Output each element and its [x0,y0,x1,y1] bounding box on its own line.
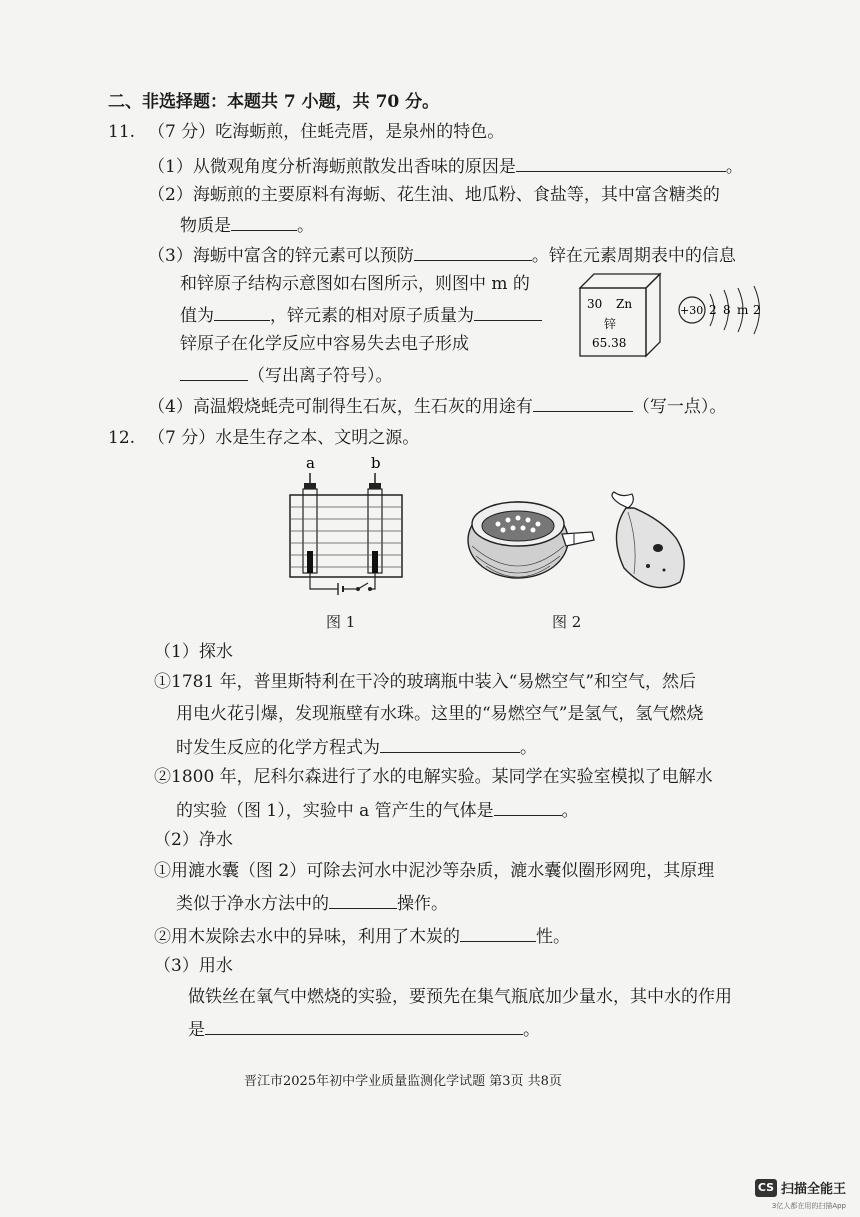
answer-blank[interactable] [205,1016,523,1035]
answer-blank[interactable] [380,734,520,753]
q12-s1-item2-line1: ②1800 年，尼科尔森进行了水的电解实验。某同学在实验室模拟了电解水 [154,767,713,787]
q12-s2-item1-line1: ①用漉水囊（图 2）可除去河水中泥沙等杂质，漉水囊似圈形网兜，其原理 [154,861,715,881]
q12-stem: （7 分）水是生存之本、文明之源。 [148,428,420,448]
figure-2-water-filter-bag [462,490,692,602]
q11-part3-line2: 和锌原子结构示意图如右图所示，则图中 m 的 [180,274,530,294]
tube-b-label: b [371,455,381,472]
q11-part4: （4）高温煅烧蚝壳可制得生石灰，生石灰的用途有 （写一点）。 [148,393,726,419]
nucleus-charge: +30 [680,304,704,317]
answer-blank[interactable] [214,302,270,321]
q12-s3-line1: 做铁丝在氧气中燃烧的实验，要预先在集气瓶底加少量水，其中水的作用 [188,987,732,1007]
element-symbol: Zn [616,297,633,311]
answer-blank[interactable] [494,797,562,816]
element-name: 锌 [604,317,617,331]
q11-part2-line2: 物质是 。 [180,212,314,238]
answer-blank[interactable] [329,890,397,909]
scanner-app-tagline: 3亿人都在用的扫描App [771,1202,846,1210]
q11-part3-line4: 锌原子在化学反应中容易失去电子形成 [180,334,469,354]
answer-blank[interactable] [180,362,248,381]
q11-part3-line1: （3）海蛎中富含的锌元素可以预防 。锌在元素周期表中的信息 [148,242,736,268]
q11-part3-line5: （写出离子符号）。 [180,362,393,388]
element-card [576,270,666,360]
q12-s1-item1-line1: ①1781 年，普里斯特利在干冷的玻璃瓶中装入“易燃空气”和空气，然后 [154,672,697,692]
section-heading: 二、非选择题：本题共 7 小题，共 70 分。 [108,92,440,112]
q12-section1: （1）探水 [154,642,233,662]
q11-number: 11. [108,122,136,142]
q11-part2-line1: （2）海蛎煎的主要原料有海蛎、花生油、地瓜粉、食盐等，其中富含糖类的 [148,185,720,205]
shell-4-count: 2 [753,303,761,317]
atom-structure-diagram [676,286,776,338]
scanner-watermark [755,1178,846,1197]
answer-blank[interactable] [474,302,542,321]
answer-blank[interactable] [533,393,633,412]
answer-blank[interactable] [414,242,532,261]
page-footer: 晋江市2025年初中学业质量监测化学试题 第3页 共8页 [244,1074,562,1089]
shell-3-count: m [737,303,749,317]
q11-stem: （7 分）吃海蛎煎，住蚝壳厝，是泉州的特色。 [148,122,505,142]
q12-s2-item2: ②用木炭除去水中的异味，利用了木炭的 性。 [154,923,570,949]
figure-1-caption: 图 1 [326,613,356,631]
q12-number: 12. [108,428,136,448]
figure-1-electrolysis [282,455,412,607]
element-mass: 65.38 [592,336,627,350]
q11-part1: （1）从微观角度分析海蛎煎散发出香味的原因是 。 [148,153,743,179]
q12-s3-line2: 是 。 [188,1016,540,1042]
q12-section3: （3）用水 [154,956,233,976]
answer-blank[interactable] [516,153,726,172]
answer-blank[interactable] [231,212,297,231]
figure-2-caption: 图 2 [552,613,582,631]
tube-a-label: a [306,455,315,472]
answer-blank[interactable] [460,923,536,942]
q12-s1-item1-line2: 用电火花引爆，发现瓶壁有水珠。这里的“易燃空气”是氢气，氢气燃烧 [176,704,704,724]
element-number: 30 [587,297,603,311]
shell-1-count: 2 [709,303,717,317]
q12-s1-item1-line3: 时发生反应的化学方程式为 。 [176,734,537,760]
cs-logo-icon: CS [755,1179,777,1197]
shell-2-count: 8 [723,303,731,317]
q11-part3-line3: 值为 ，锌元素的相对原子质量为 [180,302,542,328]
scanner-app-name: 扫描全能王 [780,1182,846,1197]
q12-section2: （2）净水 [154,830,233,850]
q12-s1-item2-line2: 的实验（图 1），实验中 a 管产生的气体是 。 [176,797,579,823]
q12-s2-item1-line2: 类似于净水方法中的 操作。 [176,890,448,916]
